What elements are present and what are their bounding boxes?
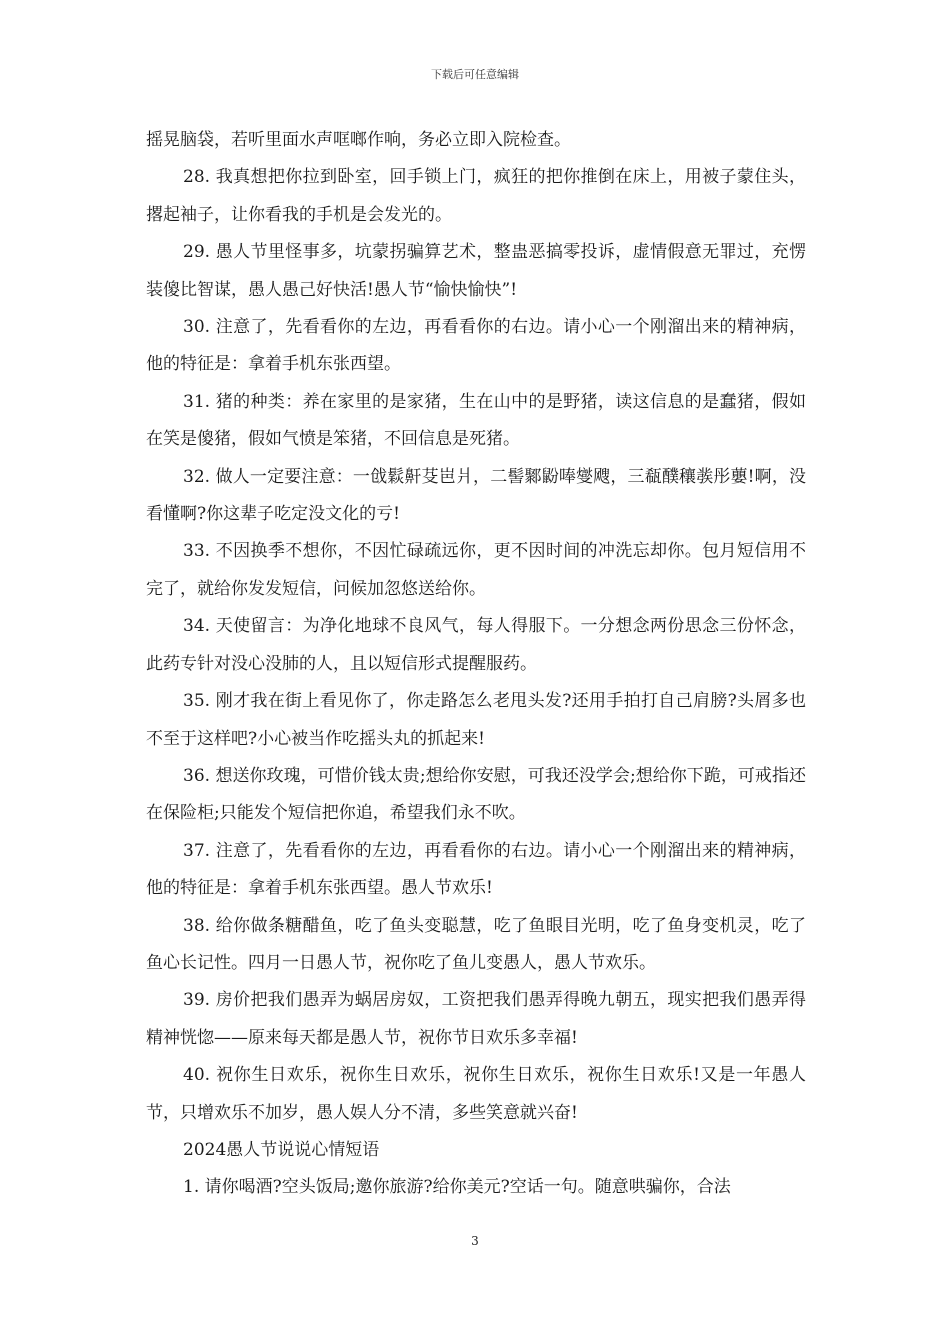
paragraph: 1. 请你喝酒?空头饭局;邀你旅游?给你美元?空话一句。随意哄骗你，合法 — [183, 1177, 731, 1198]
paragraph: 38. 给你做条糖醋鱼，吃了鱼头变聪慧，吃了鱼眼目光明，吃了鱼身变机灵，吃了鱼心长记性。四月一日愚人节，祝你吃了鱼儿变愚人，愚人节欢乐。 — [146, 915, 806, 973]
page-number: 3 — [471, 1234, 479, 1248]
paragraph: 40. 祝你生日欢乐，祝你生日欢乐，祝你生日欢乐，祝你生日欢乐!又是一年愚人节，只增欢乐不加岁，愚人娱人分不清，多些笑意就兴奋! — [146, 1065, 806, 1123]
page-header: 下载后可任意编辑 — [431, 68, 519, 81]
paragraph: 30. 注意了，先看看你的左边，再看看你的右边。请小心一个刚溜出来的精神病，他的特征是：拿着手机东张西望。 — [146, 317, 806, 375]
section-heading: 2024愚人节说说心情短语 — [183, 1139, 380, 1160]
paragraph: 摇晃脑袋，若听里面水声哐啷作响，务必立即入院检查。 — [146, 130, 571, 150]
paragraph: 29. 愚人节里怪事多，坑蒙拐骗算艺术，整蛊恶搞零投诉，虚情假意无罪过，充愣装傻比智谋，愚人愚己好快活!愚人节“愉快愉快”! — [146, 242, 806, 300]
paragraph: 32. 做人一定要注意：一戗鬏鼾芟岜爿，二髻鄹鼢唪燮飕，三瓻醭穰彂彤蘡!啊，没看懂啊?你这辈子吃定没文化的亏! — [146, 466, 806, 525]
paragraph: 31. 猪的种类：养在家里的是家猪，生在山中的是野猪，读这信息的是蠢猪，假如在笑是傻猪，假如气愤是笨猪，不回信息是死猪。 — [146, 391, 806, 450]
paragraph: 39. 房价把我们愚弄为蜗居房奴，工资把我们愚弄得晚九朝五，现实把我们愚弄得精神恍惚——原来每天都是愚人节，祝你节日欢乐多幸福! — [146, 990, 806, 1048]
paragraph: 37. 注意了，先看看你的左边，再看看你的右边。请小心一个刚溜出来的精神病，他的特征是：拿着手机东张西望。愚人节欢乐! — [146, 840, 806, 899]
paragraph: 33. 不因换季不想你，不因忙碌疏远你，更不因时间的冲洗忘却你。包月短信用不完了，就给你发发短信，问候加忽悠送给你。 — [146, 541, 806, 599]
paragraph: 34. 天使留言：为净化地球不良风气，每人得服下。一分想念两份思念三份怀念，此药专针对没心没肺的人，且以短信形式提醒服药。 — [146, 616, 806, 674]
paragraph: 36. 想送你玫瑰，可惜价钱太贵;想给你安慰，可我还没学会;想给你下跪，可戒指还在保险柜;只能发个短信把你追，希望我们永不吹。 — [146, 765, 806, 824]
paragraph: 28. 我真想把你拉到卧室，回手锁上门，疯狂的把你推倒在床上，用被子蒙住头，撂起袖子，让你看我的手机是会发光的。 — [146, 167, 806, 225]
document-body — [146, 122, 806, 1207]
paragraph: 35. 刚才我在街上看见你了，你走路怎么老甩头发?还用手拍打自己肩膀?头屑多也不至于这样吧?小心被当作吃摇头丸的抓起来! — [146, 691, 806, 749]
